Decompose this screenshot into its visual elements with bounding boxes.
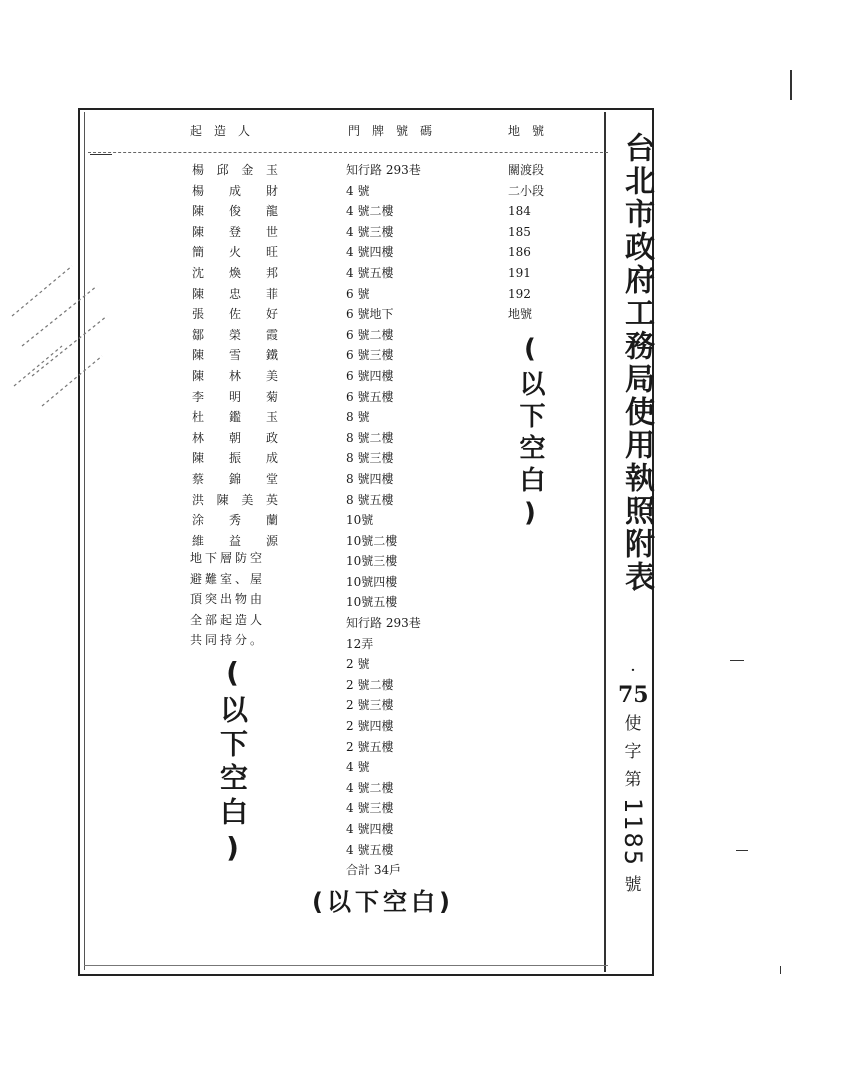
door-number: 4 號五樓 bbox=[346, 842, 394, 857]
door-number: 4 號 bbox=[346, 760, 370, 775]
door-number: 10號五樓 bbox=[346, 595, 398, 610]
door-number: 2 號二樓 bbox=[346, 677, 394, 692]
door-number: 6 號 bbox=[346, 286, 370, 301]
builder-name: 楊 邱 金 玉 bbox=[192, 163, 278, 177]
builder-name: 楊 成 財 bbox=[192, 183, 278, 198]
door-number: 4 號五樓 bbox=[346, 265, 394, 280]
lot-number: 185 bbox=[508, 224, 531, 239]
door-number: 2 號 bbox=[346, 657, 370, 672]
lot-number: 186 bbox=[508, 245, 531, 260]
builder-name: 林 朝 政 bbox=[192, 430, 278, 445]
note-line: 頂突出物由 bbox=[190, 592, 266, 606]
door-number: 10號四樓 bbox=[346, 574, 398, 589]
door-number: 4 號三樓 bbox=[346, 801, 394, 816]
permit-suffix: 號 bbox=[624, 875, 642, 896]
door-number: 6 號二樓 bbox=[346, 327, 394, 342]
door-number: 10號二樓 bbox=[346, 533, 398, 548]
note-line: 地下層防空 bbox=[190, 551, 266, 565]
door-number: 知行路 293巷 bbox=[346, 616, 421, 631]
door-number: 12弄 bbox=[346, 636, 374, 651]
door-number: 4 號 bbox=[346, 183, 370, 198]
door-number: 10號 bbox=[346, 513, 374, 528]
builder-name: 陳 林 美 bbox=[192, 368, 278, 383]
door-number: 8 號 bbox=[346, 410, 370, 425]
inner-left-rule bbox=[84, 112, 85, 970]
lot-number-list bbox=[508, 160, 544, 325]
note-line: 全部起造人 bbox=[190, 612, 266, 627]
door-number: 10號三樓 bbox=[346, 554, 398, 569]
lot-number: 191 bbox=[508, 265, 531, 280]
scan-speck bbox=[780, 966, 781, 974]
door-number: 知行路 293巷 bbox=[346, 163, 421, 177]
builder-name: 張 佐 好 bbox=[192, 307, 278, 322]
builder-name: 沈 煥 邦 bbox=[192, 265, 278, 280]
permit-dot: · bbox=[630, 660, 636, 681]
note-line: 避難室、屋 bbox=[190, 571, 266, 586]
door-number: 8 號五樓 bbox=[346, 492, 394, 507]
door-number: 8 號三樓 bbox=[346, 451, 394, 466]
permit-number-block bbox=[618, 662, 648, 899]
door-number: 4 號二樓 bbox=[346, 204, 394, 219]
door-number: 合計 34戶 bbox=[346, 863, 402, 878]
door-number-list bbox=[346, 160, 421, 881]
header-door-number: 門牌號碼 bbox=[348, 124, 445, 138]
builder-name: 陳 雪 鐵 bbox=[192, 348, 278, 363]
door-number: 4 號二樓 bbox=[346, 780, 394, 795]
header-rule bbox=[88, 152, 608, 154]
lot-number: 192 bbox=[508, 286, 531, 301]
door-number: 6 號地下 bbox=[346, 307, 394, 322]
door-number: 6 號四樓 bbox=[346, 368, 394, 383]
shared-ownership-note bbox=[190, 548, 265, 651]
builder-name: 蔡 錦 堂 bbox=[192, 471, 278, 486]
document-title: 台北市政府工務局使用執照附表 bbox=[619, 132, 654, 594]
builder-name: 洪 陳 美 英 bbox=[192, 492, 278, 507]
permit-char-2: 字 bbox=[624, 742, 642, 762]
door-number: 6 號五樓 bbox=[346, 389, 394, 404]
builder-name: 陳 登 世 bbox=[192, 224, 278, 239]
builder-name: 李 明 菊 bbox=[192, 389, 278, 404]
door-number: 6 號三樓 bbox=[346, 348, 394, 363]
header-lot-number: 地號 bbox=[508, 124, 557, 138]
permit-char-3: 第 bbox=[624, 770, 642, 790]
builder-name: 簡 火 旺 bbox=[192, 245, 278, 260]
scan-speck bbox=[736, 850, 748, 851]
lot-number: 地號 bbox=[508, 307, 533, 322]
lot-number: 關渡段 bbox=[508, 163, 545, 177]
builder-name: 陳 忠 菲 bbox=[192, 286, 278, 301]
faded-stamp-mark bbox=[2, 256, 112, 416]
note-line: 共同持分。 bbox=[190, 633, 266, 647]
door-number: 2 號四樓 bbox=[346, 719, 394, 734]
door-number: 2 號五樓 bbox=[346, 739, 394, 754]
builder-name: 維 益 源 bbox=[192, 533, 278, 548]
builder-name: 涂 秀 蘭 bbox=[192, 513, 278, 528]
permit-year: 75 bbox=[618, 682, 649, 708]
lot-number: 184 bbox=[508, 204, 531, 219]
builder-name: 陳 俊 龍 bbox=[192, 204, 278, 219]
door-number: 4 號四樓 bbox=[346, 245, 394, 260]
blank-mark-address-column: (以下空白) bbox=[312, 888, 454, 916]
door-number: 2 號三樓 bbox=[346, 698, 394, 713]
blank-mark-name-column: (以下空白) bbox=[216, 656, 249, 870]
permit-number: 1185 bbox=[619, 798, 647, 868]
header-builder: 起造人 bbox=[190, 124, 263, 138]
permit-char-1: 使 bbox=[624, 714, 642, 734]
lot-number: 二小段 bbox=[508, 183, 545, 198]
scan-speck bbox=[730, 660, 744, 661]
door-number: 8 號四樓 bbox=[346, 471, 394, 486]
door-number: 8 號二樓 bbox=[346, 430, 394, 445]
door-number: 4 號四樓 bbox=[346, 822, 394, 836]
builder-name: 鄒 榮 霞 bbox=[192, 327, 278, 342]
bottom-rule bbox=[84, 965, 608, 966]
builder-name-list bbox=[192, 160, 278, 551]
builder-name: 陳 振 成 bbox=[192, 451, 278, 466]
scan-speck bbox=[790, 70, 792, 100]
builder-name: 杜 鑑 玉 bbox=[192, 410, 278, 425]
blank-mark-lot-column: (以下空白) bbox=[515, 334, 545, 534]
door-number: 4 號三樓 bbox=[346, 224, 394, 239]
scan-speck bbox=[90, 154, 112, 155]
title-divider bbox=[604, 112, 606, 972]
